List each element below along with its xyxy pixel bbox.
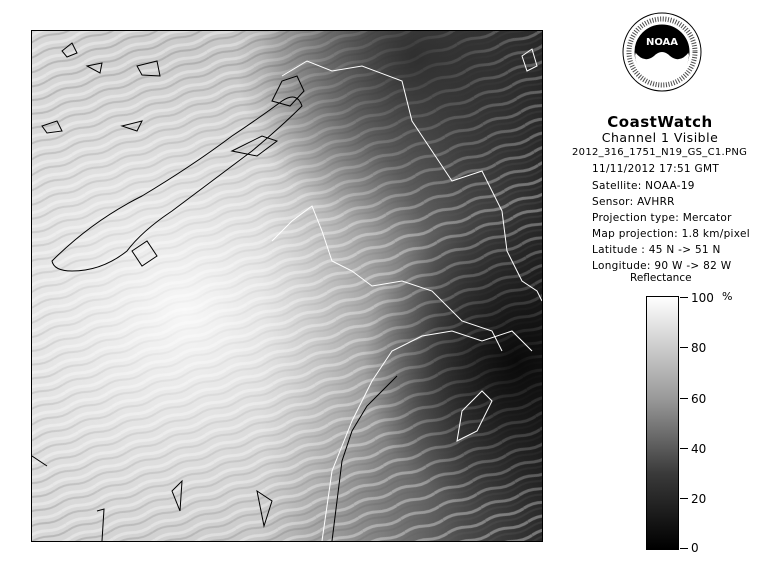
colorbar-tick — [680, 297, 688, 298]
colorbar-unit: % — [722, 290, 733, 303]
colorbar — [646, 296, 679, 550]
logo-text: NOAA — [645, 37, 679, 48]
colorbar-tick-label: 60 — [691, 392, 707, 406]
colorbar-tick-label: 100 — [691, 291, 714, 305]
colorbar-label: Reflectance — [630, 272, 692, 284]
satellite-image — [31, 30, 543, 542]
satellite-info: Satellite: NOAA-19 — [592, 180, 695, 192]
colorbar-tick — [680, 398, 688, 399]
latitude-range: Latitude : 45 N -> 51 N — [592, 244, 721, 256]
colorbar-tick — [680, 548, 688, 549]
map-projection: Map projection: 1.8 km/pixel — [592, 228, 750, 240]
noaa-logo — [622, 12, 702, 92]
colorbar-tick — [680, 347, 688, 348]
product-title: CoastWatch — [607, 113, 713, 131]
colorbar-tick-label: 80 — [691, 341, 707, 355]
colorbar-tick — [680, 448, 688, 449]
colorbar-tick-label: 0 — [691, 541, 699, 555]
colorbar-tick — [680, 498, 688, 499]
sensor-info: Sensor: AVHRR — [592, 196, 675, 208]
date-time: 11/11/2012 17:51 GMT — [592, 163, 720, 175]
cloud-imagery — [32, 31, 542, 541]
channel-subtitle: Channel 1 Visible — [601, 130, 719, 145]
colorbar-tick-label: 20 — [691, 492, 707, 506]
colorbar-tick-label: 40 — [691, 442, 707, 456]
file-name: 2012_316_1751_N19_GS_C1.PNG — [572, 147, 748, 158]
projection-type: Projection type: Mercator — [592, 212, 732, 224]
longitude-range: Longitude: 90 W -> 82 W — [592, 260, 732, 272]
